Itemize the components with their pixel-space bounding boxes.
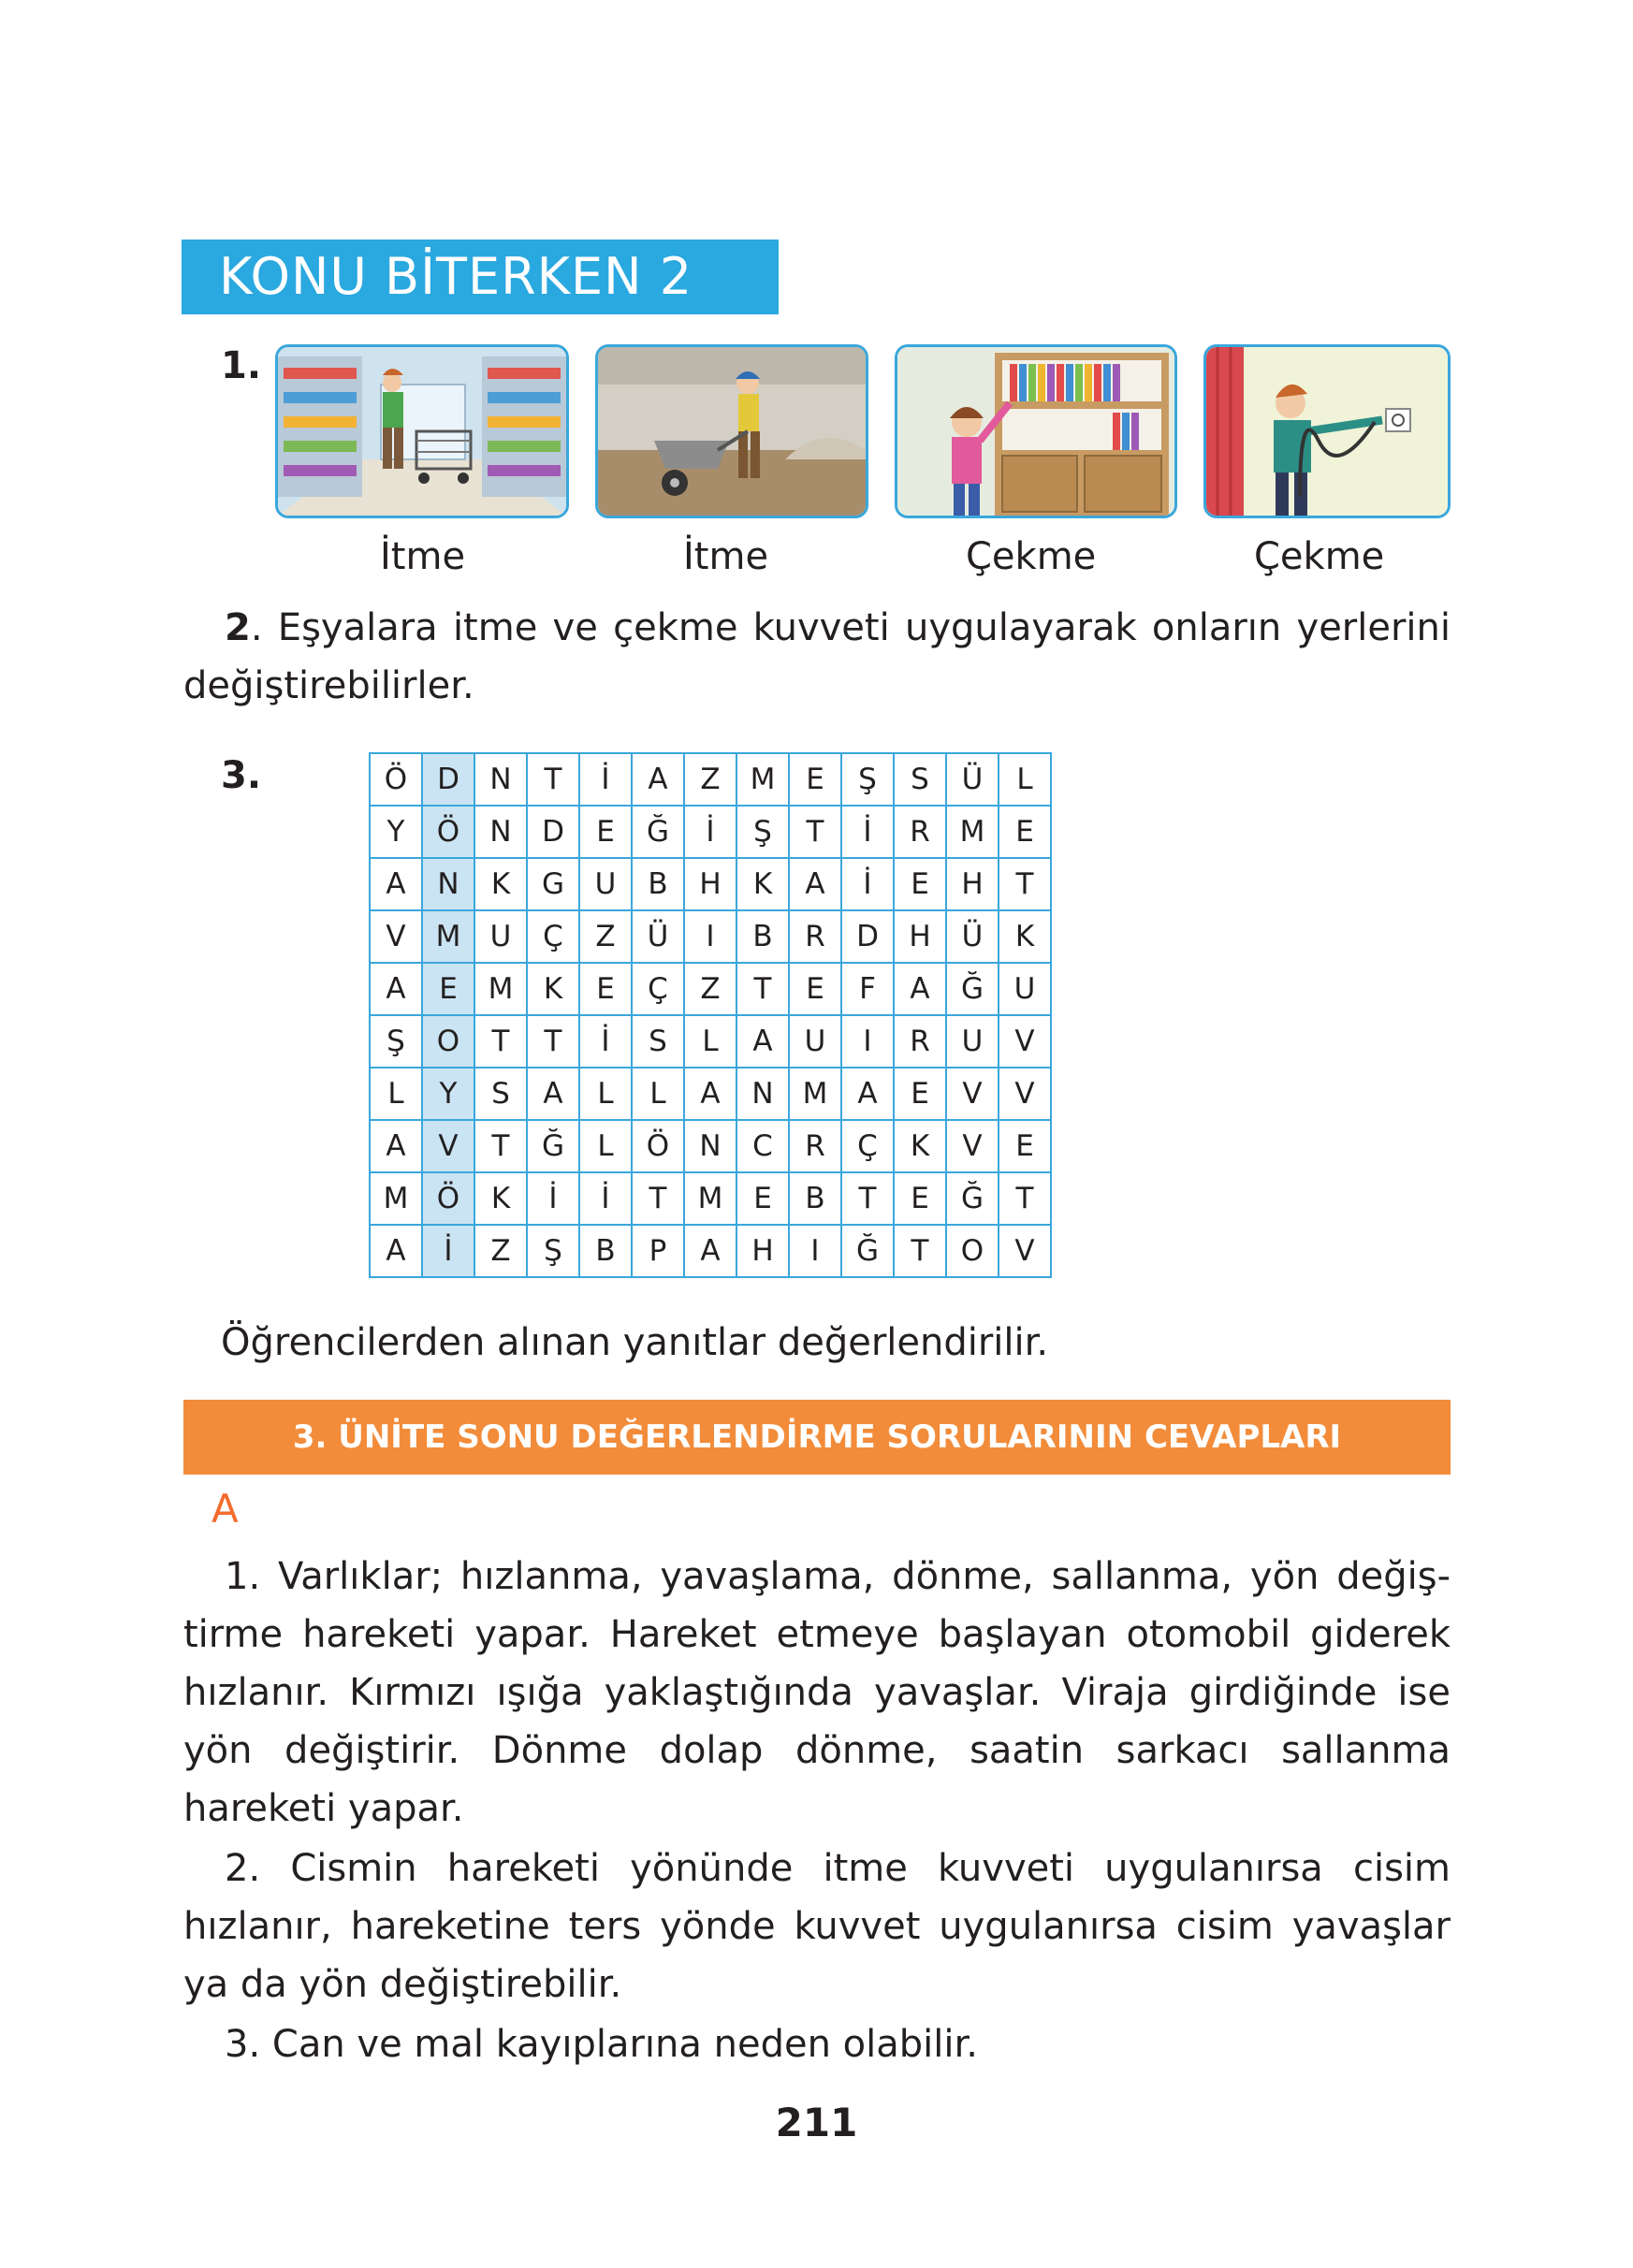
grid-cell: R — [789, 1120, 841, 1172]
grid-cell: Ö — [632, 1120, 684, 1172]
caption-1: İtme — [380, 535, 466, 578]
grid-cell: A — [370, 858, 422, 910]
question-3-footer: Öğrencilerden alınan yanıtlar değerlendirilir. — [221, 1321, 1049, 1364]
grid-cell: Ç — [527, 910, 579, 963]
grid-cell: Ğ — [527, 1120, 579, 1172]
grid-row — [370, 1172, 1051, 1225]
grid-cell: E — [789, 963, 841, 1015]
grid-row — [370, 753, 1051, 806]
grid-cell: T — [736, 963, 789, 1015]
grid-cell: T — [474, 1120, 527, 1172]
grid-cell: V — [999, 1068, 1051, 1120]
grid-cell: Ö — [422, 806, 474, 858]
grid-cell: V — [422, 1120, 474, 1172]
grid-cell: E — [422, 963, 474, 1015]
grid-cell: P — [632, 1225, 684, 1277]
grid-cell: T — [474, 1015, 527, 1068]
grid-cell: T — [894, 1225, 946, 1277]
grid-cell: Ö — [422, 1172, 474, 1225]
grid-cell: I — [841, 1015, 894, 1068]
grid-cell: Ç — [632, 963, 684, 1015]
grid-row — [370, 1015, 1051, 1068]
grid-cell: A — [789, 858, 841, 910]
section-title: KONU BİTERKEN 2 — [182, 240, 779, 314]
grid-cell: T — [789, 806, 841, 858]
grid-cell: B — [736, 910, 789, 963]
grid-cell: Ç — [841, 1120, 894, 1172]
grid-cell: R — [789, 910, 841, 963]
answer-3-text: . Can ve mal kayıplarına neden olabilir. — [248, 2023, 978, 2066]
grid-cell: E — [894, 1068, 946, 1120]
grid-cell: Z — [684, 753, 736, 806]
grid-cell: K — [736, 858, 789, 910]
grid-cell: Ğ — [841, 1225, 894, 1277]
grid-row — [370, 1120, 1051, 1172]
grid-cell: V — [999, 1225, 1051, 1277]
grid-cell: Z — [474, 1225, 527, 1277]
grid-cell: T — [527, 1015, 579, 1068]
grid-cell: İ — [684, 806, 736, 858]
grid-cell: Y — [370, 806, 422, 858]
grid-cell: H — [684, 858, 736, 910]
grid-row — [370, 1225, 1051, 1277]
grid-cell: E — [579, 806, 632, 858]
grid-cell: U — [474, 910, 527, 963]
grid-cell: B — [632, 858, 684, 910]
answer-3 — [183, 2015, 1451, 2073]
grid-cell: O — [422, 1015, 474, 1068]
grid-cell: İ — [527, 1172, 579, 1225]
grid-cell: T — [999, 1172, 1051, 1225]
grid-cell: Ö — [370, 753, 422, 806]
grid-cell: A — [370, 1225, 422, 1277]
grid-cell: C — [736, 1120, 789, 1172]
grid-cell: U — [946, 1015, 999, 1068]
grid-cell: Y — [422, 1068, 474, 1120]
grid-cell: V — [370, 910, 422, 963]
shopping-cart-push-picture — [275, 344, 569, 518]
grid-cell: E — [894, 858, 946, 910]
section-a-label: A — [211, 1486, 239, 1532]
grid-cell: N — [422, 858, 474, 910]
grid-cell: Ü — [946, 753, 999, 806]
grid-cell: Ü — [946, 910, 999, 963]
grid-cell: A — [841, 1068, 894, 1120]
grid-row — [370, 1068, 1051, 1120]
grid-cell: K — [474, 858, 527, 910]
grid-cell: H — [894, 910, 946, 963]
grid-cell: L — [999, 753, 1051, 806]
grid-cell: V — [999, 1015, 1051, 1068]
grid-cell: M — [736, 753, 789, 806]
grid-cell: Ş — [841, 753, 894, 806]
grid-cell: V — [946, 1068, 999, 1120]
answer-3-number: 3 — [225, 2023, 249, 2066]
grid-cell: G — [527, 858, 579, 910]
page-number: 211 — [775, 2100, 858, 2145]
grid-cell: E — [999, 806, 1051, 858]
grid-cell: L — [579, 1068, 632, 1120]
grid-cell: İ — [579, 753, 632, 806]
grid-cell: A — [736, 1015, 789, 1068]
grid-cell: İ — [579, 1015, 632, 1068]
grid-cell: N — [474, 806, 527, 858]
grid-cell: A — [370, 963, 422, 1015]
grid-cell: Ğ — [632, 806, 684, 858]
grid-cell: A — [527, 1068, 579, 1120]
grid-cell: S — [474, 1068, 527, 1120]
answer-1 — [183, 1548, 1451, 1838]
grid-cell: K — [474, 1172, 527, 1225]
grid-cell: T — [527, 753, 579, 806]
grid-cell: D — [841, 910, 894, 963]
grid-cell: M — [684, 1172, 736, 1225]
question-2 — [183, 599, 1451, 715]
question-1-number: 1. — [221, 344, 262, 387]
grid-cell: K — [999, 910, 1051, 963]
grid-cell: M — [370, 1172, 422, 1225]
book-pull-picture — [895, 344, 1177, 518]
grid-cell: Ğ — [946, 1172, 999, 1225]
grid-cell: U — [999, 963, 1051, 1015]
grid-cell: A — [632, 753, 684, 806]
grid-cell: L — [579, 1120, 632, 1172]
grid-cell: H — [946, 858, 999, 910]
grid-cell: R — [894, 1015, 946, 1068]
grid-cell: K — [894, 1120, 946, 1172]
grid-cell: M — [946, 806, 999, 858]
grid-cell: N — [684, 1120, 736, 1172]
grid-cell: T — [632, 1172, 684, 1225]
grid-row — [370, 806, 1051, 858]
grid-cell: E — [999, 1120, 1051, 1172]
grid-cell: İ — [422, 1225, 474, 1277]
grid-cell: L — [684, 1015, 736, 1068]
caption-2: İtme — [683, 535, 769, 578]
plug-pull-picture — [1203, 344, 1451, 518]
grid-cell: S — [894, 753, 946, 806]
grid-cell: V — [946, 1120, 999, 1172]
grid-cell: K — [527, 963, 579, 1015]
grid-cell: A — [894, 963, 946, 1015]
grid-cell: E — [789, 753, 841, 806]
grid-cell: D — [422, 753, 474, 806]
grid-cell: Z — [684, 963, 736, 1015]
caption-3: Çekme — [966, 535, 1097, 578]
grid-cell: D — [527, 806, 579, 858]
grid-cell: İ — [841, 806, 894, 858]
grid-cell: B — [789, 1172, 841, 1225]
grid-cell: H — [736, 1225, 789, 1277]
grid-cell: Ğ — [946, 963, 999, 1015]
grid-cell: U — [579, 858, 632, 910]
grid-cell: N — [474, 753, 527, 806]
grid-cell: Z — [579, 910, 632, 963]
grid-cell: T — [999, 858, 1051, 910]
grid-cell: A — [684, 1068, 736, 1120]
grid-row — [370, 858, 1051, 910]
grid-cell: M — [789, 1068, 841, 1120]
grid-cell: B — [579, 1225, 632, 1277]
answer-2 — [183, 1839, 1451, 2014]
grid-cell: T — [841, 1172, 894, 1225]
grid-cell: Ş — [370, 1015, 422, 1068]
grid-cell: A — [370, 1120, 422, 1172]
grid-cell: U — [789, 1015, 841, 1068]
grid-cell: E — [736, 1172, 789, 1225]
answer-1-number: 1 — [225, 1555, 249, 1598]
grid-row — [370, 963, 1051, 1015]
caption-4: Çekme — [1254, 535, 1385, 578]
grid-cell: Ü — [632, 910, 684, 963]
unit-answers-bar: 3. ÜNİTE SONU DEĞERLENDİRME SORULARININ CEVAPLARI — [183, 1400, 1451, 1475]
grid-cell: F — [841, 963, 894, 1015]
question-2-text: . Eşyalara itme ve çekme kuvveti uygulayarak onların yerlerini değiştirebilirler. — [183, 606, 1451, 707]
grid-cell: L — [370, 1068, 422, 1120]
grid-cell: E — [894, 1172, 946, 1225]
grid-cell: I — [684, 910, 736, 963]
grid-cell: Ş — [736, 806, 789, 858]
grid-cell: A — [684, 1225, 736, 1277]
grid-cell: M — [474, 963, 527, 1015]
grid-cell: E — [579, 963, 632, 1015]
grid-cell: İ — [841, 858, 894, 910]
question-3-number: 3. — [221, 754, 262, 797]
grid-cell: O — [946, 1225, 999, 1277]
grid-cell: R — [894, 806, 946, 858]
grid-cell: S — [632, 1015, 684, 1068]
grid-cell: İ — [579, 1172, 632, 1225]
grid-cell: Ş — [527, 1225, 579, 1277]
answer-2-number: 2 — [225, 1847, 249, 1890]
grid-row — [370, 910, 1051, 963]
answer-2-text: . Cismin hareketi yönünde itme kuvveti uygulanırsa cisim hızlanır, hareketine ters yönde kuvvet uygulanırsa cisim yavaşlar ya da yön değiştirebilir. — [183, 1847, 1451, 2006]
wheelbarrow-push-picture — [595, 344, 868, 518]
grid-cell: L — [632, 1068, 684, 1120]
grid-cell: M — [422, 910, 474, 963]
grid-cell: I — [789, 1225, 841, 1277]
word-search-grid — [369, 752, 1052, 1278]
question-2-number: 2 — [225, 606, 251, 649]
grid-cell: N — [736, 1068, 789, 1120]
answer-1-text: . Varlıklar; hızlanma, yavaşlama, dönme, sallanma, yön değiş-tirme hareketi yapar. Hareket etmeye başlayan otomobil giderek hızlanır. Kırmızı ışığa yaklaştığında yavaşlar. Viraja girdiğinde ise yön değiştirir. Dönme dolap dönme, saatin sarkacı sallanma hareketi yapar. — [183, 1555, 1451, 1830]
